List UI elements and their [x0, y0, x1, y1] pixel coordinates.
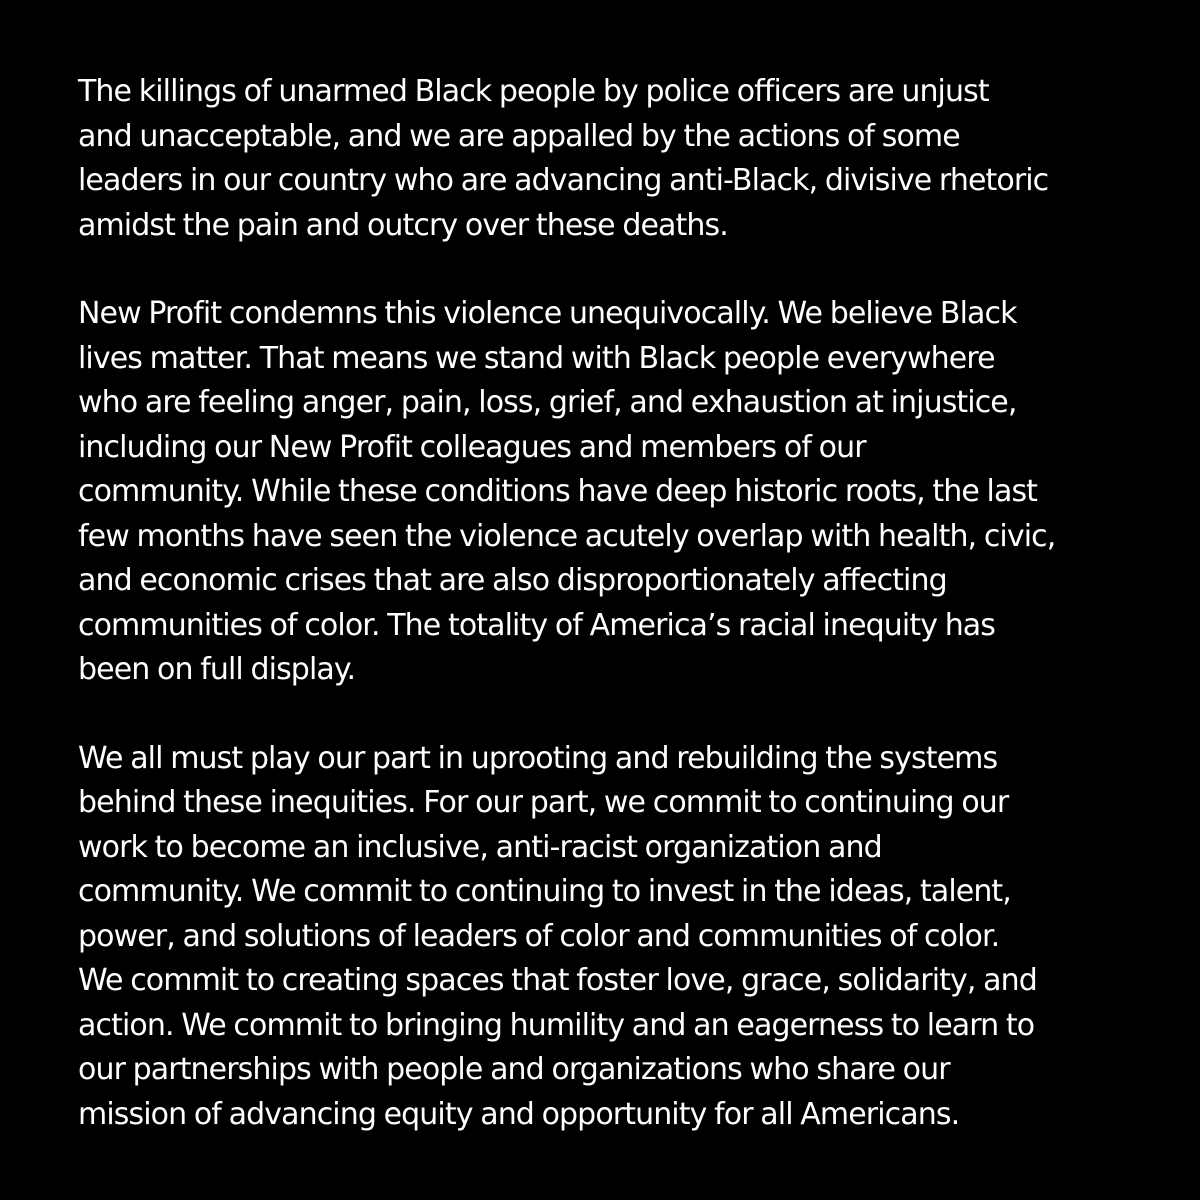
text-line: our partnerships with people and organizations who share our — [78, 1052, 950, 1087]
text-line: New Profit condemns this violence unequivocally. We believe Black — [78, 296, 1017, 331]
text-line: action. We commit to bringing humility and an eagerness to learn to — [78, 1007, 1035, 1043]
statement-paragraph-1 — [78, 70, 1140, 248]
text-line: amidst the pain and outcry over these deaths. — [78, 207, 728, 243]
text-line: community. While these conditions have deep historic roots, the last — [78, 474, 1038, 509]
text-line: who are feeling anger, pain, loss, grief, and exhaustion at injustice, — [78, 385, 1017, 420]
text-line: behind these inequities. For our part, we commit to continuing our — [78, 785, 1009, 820]
text-line: communities of color. The totality of America’s racial inequity has — [78, 607, 996, 643]
text-line: lives matter. That means we stand with Black people everywhere — [78, 340, 995, 376]
text-line: few months have seen the violence acutely overlap with health, civic, — [78, 518, 1056, 554]
statement-paragraph-2 — [78, 292, 1140, 693]
text-line: community. We commit to continuing to invest in the ideas, talent, — [78, 874, 1011, 909]
text-line: and unacceptable, and we are appalled by the actions of some — [78, 118, 960, 154]
text-line: been on full display. — [78, 652, 356, 687]
text-line: including our New Profit colleagues and members of our — [78, 429, 866, 465]
statement-paragraph-3 — [78, 737, 1140, 1138]
text-line: We all must play our part in uprooting and rebuilding the systems — [78, 740, 998, 776]
text-line: power, and solutions of leaders of color and communities of color. — [78, 918, 1000, 954]
text-line: work to become an inclusive, anti-racist organization and — [78, 829, 882, 865]
text-line: and economic crises that are also disproportionately affecting — [78, 563, 947, 598]
text-line: We commit to creating spaces that foster love, grace, solidarity, and — [78, 963, 1037, 998]
text-line: The killings of unarmed Black people by police officers are unjust — [78, 74, 989, 109]
text-line: mission of advancing equity and opportunity for all Americans. — [78, 1096, 960, 1132]
text-line: leaders in our country who are advancing anti-Black, divisive rhetoric — [78, 163, 1049, 198]
